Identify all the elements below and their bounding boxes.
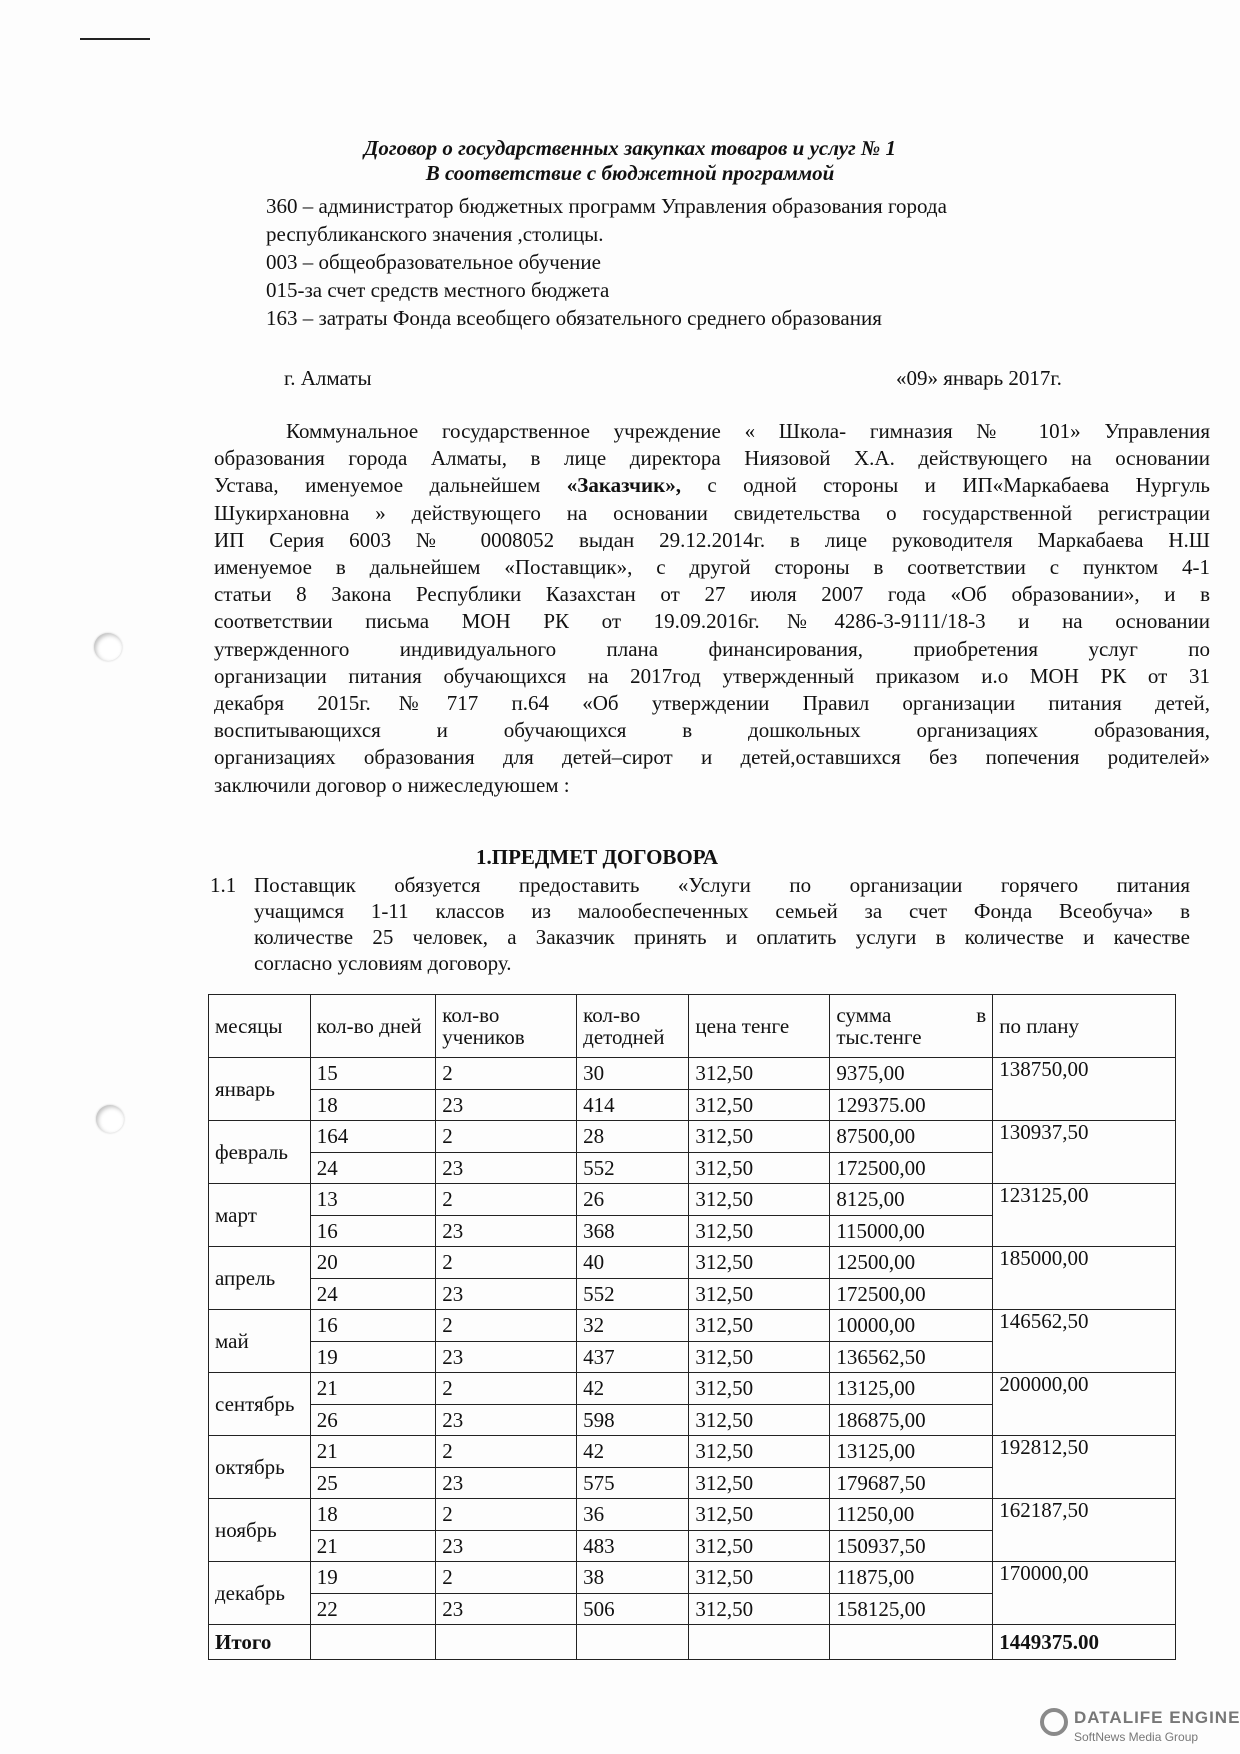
- preamble-line: соответствии письма МОН РК от 19.09.2016г.№4286-3-9111/18-3 и на основании: [214, 609, 1210, 634]
- sum-cell: 11250,00: [830, 1499, 993, 1531]
- days-cell: 21: [310, 1436, 435, 1468]
- child-days-cell: 30: [577, 1058, 689, 1090]
- child-days-cell: 26: [577, 1184, 689, 1216]
- total-row: [209, 1625, 1176, 1660]
- sum-cell: 8125,00: [830, 1184, 993, 1216]
- sum-cell: 186875,00: [830, 1404, 993, 1436]
- days-cell: 164: [310, 1121, 435, 1153]
- title-line-2: В соответствие с бюджетной программой: [425, 161, 835, 185]
- sum-cell: 172500,00: [830, 1152, 993, 1184]
- table-row: [209, 1184, 1176, 1216]
- days-cell: 22: [310, 1593, 435, 1625]
- preamble-line: ИП Серия 6003 № 0008052 выдан 29.12.2014г. в лице руководителя Маркабаева Н.Ш: [214, 527, 1210, 552]
- clause-line: учащимся 1-11 классов из малообеспеченных семьей за счет Фонда Всеобуча» в: [254, 899, 1190, 923]
- students-cell: 23: [436, 1278, 577, 1310]
- clause-line: Поставщик обязуется предоставить «Услуги по организации горячего питания: [254, 873, 1190, 897]
- students-cell: 2: [436, 1121, 577, 1153]
- header-sum-c: тыс.тенге: [836, 1025, 922, 1049]
- students-cell: 23: [436, 1152, 577, 1184]
- month-cell: январь: [209, 1058, 311, 1121]
- table-row: [209, 1247, 1176, 1279]
- price-cell: 312,50: [689, 1215, 830, 1247]
- days-cell: 16: [310, 1215, 435, 1247]
- students-cell: 2: [436, 1184, 577, 1216]
- students-cell: 23: [436, 1089, 577, 1121]
- price-cell: 312,50: [689, 1121, 830, 1153]
- days-cell: 13: [310, 1184, 435, 1216]
- month-cell: октябрь: [209, 1436, 311, 1499]
- students-cell: 23: [436, 1215, 577, 1247]
- preamble-line: образования города Алматы, в лице директора Ниязовой Х.А. действующего на основании: [214, 446, 1210, 471]
- plan-cell: 130937,50: [993, 1121, 1176, 1184]
- students-cell: 23: [436, 1530, 577, 1562]
- child-days-cell: 38: [577, 1562, 689, 1594]
- total-value: 1449375.00: [993, 1625, 1176, 1660]
- header-child-days: кол-во детодней: [577, 995, 689, 1058]
- month-cell: март: [209, 1184, 311, 1247]
- child-days-cell: 40: [577, 1247, 689, 1279]
- students-cell: 23: [436, 1404, 577, 1436]
- preamble-fragment: Устава, именуемое дальнейшем: [214, 473, 541, 498]
- days-cell: 24: [310, 1152, 435, 1184]
- preamble-line: Коммунальное государственное учреждение « Школа- гимназия № 101» Управления: [286, 419, 1210, 443]
- price-cell: 312,50: [689, 1184, 830, 1216]
- plan-cell: 138750,00: [993, 1058, 1176, 1121]
- table-row: [209, 1121, 1176, 1153]
- days-cell: 18: [310, 1089, 435, 1121]
- plan-cell: 162187,50: [993, 1499, 1176, 1562]
- month-cell: апрель: [209, 1247, 311, 1310]
- days-cell: 20: [310, 1247, 435, 1279]
- table-cell: [830, 1625, 993, 1660]
- preamble-line: [214, 472, 1210, 499]
- price-cell: 312,50: [689, 1562, 830, 1594]
- header-rule: [80, 38, 150, 40]
- program-line: 360 – администратор бюджетных программ Управления образования города: [266, 194, 947, 218]
- price-cell: 312,50: [689, 1530, 830, 1562]
- punch-hole: [94, 633, 122, 661]
- table-row: [209, 1373, 1176, 1405]
- program-line: 015-за счет средств местного бюджета: [266, 278, 610, 302]
- plan-cell: 123125,00: [993, 1184, 1176, 1247]
- month-cell: февраль: [209, 1121, 311, 1184]
- child-days-cell: 414: [577, 1089, 689, 1121]
- dle-logo-icon: [1040, 1708, 1068, 1736]
- child-days-cell: 552: [577, 1278, 689, 1310]
- header-sum-b: в: [976, 1003, 987, 1027]
- sum-cell: 172500,00: [830, 1278, 993, 1310]
- month-cell: май: [209, 1310, 311, 1373]
- price-cell: 312,50: [689, 1058, 830, 1090]
- preamble-line: статьи 8 Закона Республики Казахстан от 27 июля 2007 года «Об образовании», и в: [214, 582, 1210, 607]
- sum-cell: 11875,00: [830, 1562, 993, 1594]
- days-cell: 15: [310, 1058, 435, 1090]
- sum-cell: 158125,00: [830, 1593, 993, 1625]
- table-body: [209, 1058, 1176, 1625]
- sum-cell: 129375.00: [830, 1089, 993, 1121]
- days-cell: 25: [310, 1467, 435, 1499]
- price-cell: 312,50: [689, 1152, 830, 1184]
- days-cell: 21: [310, 1530, 435, 1562]
- price-cell: 312,50: [689, 1278, 830, 1310]
- title-line-1: Договор о государственных закупках товаров и услуг № 1: [363, 136, 897, 160]
- price-cell: 312,50: [689, 1467, 830, 1499]
- sum-cell: 12500,00: [830, 1247, 993, 1279]
- month-cell: декабрь: [209, 1562, 311, 1625]
- sum-cell: 136562,50: [830, 1341, 993, 1373]
- table-row: [209, 1058, 1176, 1090]
- header-sum: [830, 995, 993, 1058]
- days-cell: 21: [310, 1373, 435, 1405]
- child-days-cell: 32: [577, 1310, 689, 1342]
- sum-cell: 87500,00: [830, 1121, 993, 1153]
- students-cell: 2: [436, 1499, 577, 1531]
- program-line: республиканского значения ,столицы.: [266, 222, 604, 246]
- preamble: [214, 418, 1210, 799]
- students-cell: 2: [436, 1373, 577, 1405]
- header-month: месяцы: [209, 995, 311, 1058]
- price-cell: 312,50: [689, 1404, 830, 1436]
- days-cell: 24: [310, 1278, 435, 1310]
- price-cell: 312,50: [689, 1436, 830, 1468]
- students-cell: 23: [436, 1467, 577, 1499]
- child-days-cell: 36: [577, 1499, 689, 1531]
- preamble-line: организации питания обучающихся на 2017год утвержденный приказом и.о МОН РК от 31: [214, 663, 1210, 688]
- clause-number: 1.1: [210, 873, 237, 897]
- days-cell: 18: [310, 1499, 435, 1531]
- price-cell: 312,50: [689, 1089, 830, 1121]
- plan-cell: 185000,00: [993, 1247, 1176, 1310]
- header-plan: по плану: [993, 995, 1176, 1058]
- price-cell: 312,50: [689, 1499, 830, 1531]
- month-cell: сентябрь: [209, 1373, 311, 1436]
- total-label: Итого: [209, 1625, 311, 1660]
- students-cell: 2: [436, 1562, 577, 1594]
- price-cell: 312,50: [689, 1310, 830, 1342]
- sum-cell: 179687,50: [830, 1467, 993, 1499]
- sum-cell: 115000,00: [830, 1215, 993, 1247]
- preamble-line: Шукирхановна » действующего на основании свидетельства о государственной регистрации: [214, 500, 1210, 525]
- table-row: [209, 1499, 1176, 1531]
- students-cell: 2: [436, 1058, 577, 1090]
- table-row: [209, 1562, 1176, 1594]
- preamble-line: организациях образования для детей–сирот и детей,оставшихся без попечения родителей»: [214, 745, 1210, 770]
- students-cell: 23: [436, 1341, 577, 1373]
- program-line: 003 – общеобразовательное обучение: [266, 250, 601, 274]
- plan-cell: 170000,00: [993, 1562, 1176, 1625]
- table-cell: [436, 1625, 577, 1660]
- price-cell: 312,50: [689, 1593, 830, 1625]
- preamble-line: именуемое в дальнейшем «Поставщик», с другой стороны в соответствии с пунктом 4-1: [214, 555, 1210, 580]
- document-title: [210, 136, 1050, 186]
- clause-line: количестве 25 человек, а Заказчик принять и оплатить услуги в количестве и качестве: [254, 925, 1190, 949]
- plan-cell: 146562,50: [993, 1310, 1176, 1373]
- students-cell: 23: [436, 1593, 577, 1625]
- table-cell: [689, 1625, 830, 1660]
- sum-cell: 150937,50: [830, 1530, 993, 1562]
- students-cell: 2: [436, 1310, 577, 1342]
- sum-cell: 10000,00: [830, 1310, 993, 1342]
- students-cell: 2: [436, 1436, 577, 1468]
- child-days-cell: 42: [577, 1436, 689, 1468]
- table-row: [209, 1310, 1176, 1342]
- plan-cell: 192812,50: [993, 1436, 1176, 1499]
- students-cell: 2: [436, 1247, 577, 1279]
- header-price: цена тенге: [689, 995, 830, 1058]
- child-days-cell: 506: [577, 1593, 689, 1625]
- preamble-line: декабря 2015г.№717 п.64 «Об утверждении Правил организации питания детей,: [214, 691, 1210, 716]
- days-cell: 26: [310, 1404, 435, 1436]
- preamble-line: воспитывающихся и обучающихся в дошкольных организациях образования,: [214, 718, 1210, 743]
- preamble-line: заключили договор о нижеследуюшем :: [214, 772, 570, 797]
- days-cell: 19: [310, 1341, 435, 1373]
- child-days-cell: 552: [577, 1152, 689, 1184]
- price-cell: 312,50: [689, 1247, 830, 1279]
- table-cell: [310, 1625, 435, 1660]
- sum-cell: 13125,00: [830, 1373, 993, 1405]
- preamble-line: утвержденного индивидуального плана финансирования, приобретения услуг по: [214, 636, 1210, 661]
- child-days-cell: 42: [577, 1373, 689, 1405]
- child-days-cell: 598: [577, 1404, 689, 1436]
- sum-cell: 9375,00: [830, 1058, 993, 1090]
- budget-program-list: [266, 192, 1166, 332]
- header-sum-a: сумма: [836, 1003, 892, 1027]
- child-days-cell: 483: [577, 1530, 689, 1562]
- plan-cell: 200000,00: [993, 1373, 1176, 1436]
- clause-1-1: [210, 872, 1190, 976]
- table-header-row: [209, 995, 1176, 1058]
- month-cell: ноябрь: [209, 1499, 311, 1562]
- child-days-cell: 28: [577, 1121, 689, 1153]
- sum-cell: 13125,00: [830, 1436, 993, 1468]
- customer-term: «Заказчик»,: [566, 473, 681, 498]
- price-cell: 312,50: [689, 1373, 830, 1405]
- clause-line: согласно условиям договору.: [254, 951, 512, 975]
- price-cell: 312,50: [689, 1341, 830, 1373]
- watermark-subtitle: SoftNews Media Group: [1074, 1730, 1199, 1744]
- city: г. Алматы: [284, 366, 372, 390]
- preamble-fragment: с одной стороны и ИП«Маркабаева Нургуль: [707, 473, 1210, 498]
- child-days-cell: 437: [577, 1341, 689, 1373]
- header-days: кол-во дней: [310, 995, 435, 1058]
- program-line: 163 – затраты Фонда всеобщего обязательного среднего образования: [266, 306, 882, 330]
- punch-hole: [96, 1105, 124, 1133]
- header-students: кол-во учеников: [436, 995, 577, 1058]
- watermark-brand: DATALIFE ENGINE: [1074, 1708, 1240, 1727]
- contract-date: «09» январь 2017г.: [896, 366, 1062, 390]
- section-heading: 1.ПРЕДМЕТ ДОГОВОРА: [476, 845, 719, 869]
- days-cell: 19: [310, 1562, 435, 1594]
- schedule-table: [208, 994, 1176, 1660]
- table-cell: [577, 1625, 689, 1660]
- child-days-cell: 368: [577, 1215, 689, 1247]
- days-cell: 16: [310, 1310, 435, 1342]
- table-row: [209, 1436, 1176, 1468]
- child-days-cell: 575: [577, 1467, 689, 1499]
